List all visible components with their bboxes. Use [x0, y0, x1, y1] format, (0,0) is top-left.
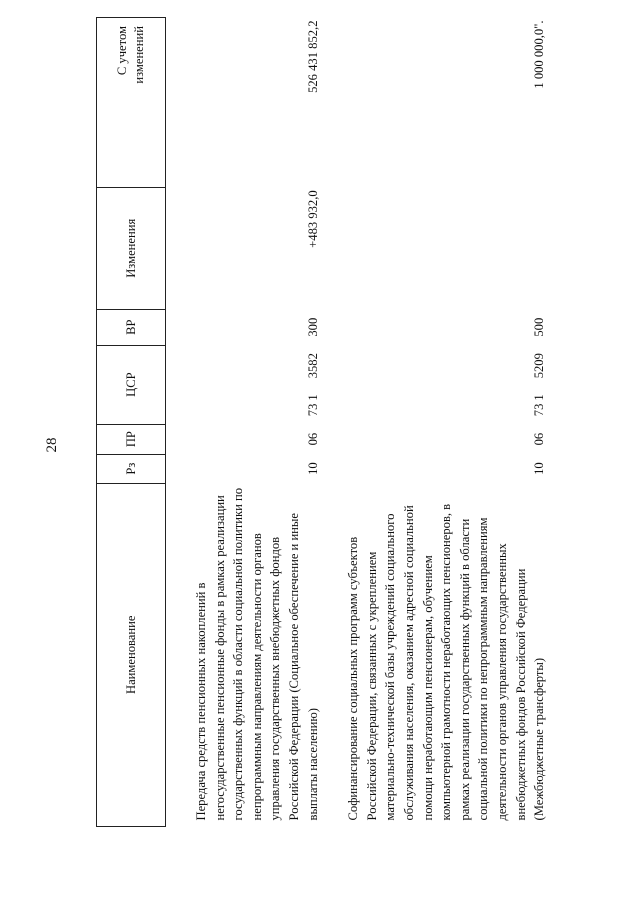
row-csr	[322, 345, 549, 424]
table-row	[166, 18, 323, 827]
header-pr: ПР	[97, 424, 166, 454]
row-csr-part-c: 3582	[305, 353, 320, 379]
header-vr: ВР	[97, 309, 166, 345]
row-total: 1 000 000,0".	[532, 20, 547, 89]
row-change: +483 932,0	[305, 190, 320, 248]
budget-table	[96, 17, 549, 827]
row-csr-part-a: 73	[532, 403, 547, 417]
row-name: Софинансирование социальных программ субъектов Российской Федерации, связанных с укреплением материально-технической базы учреждений социального обслуживания населения, оказанием адресной социальной помощи неработающим пенсионерам, обучением компьютерной грамотности неработающих пенсионеров, в рамках реализации государственных функций в области социальной политики по непрограммным направлениям деятельности органов управления государственных внебюджетных фондов Российской Федерации (Межбюджетные трансферты)	[346, 503, 547, 821]
row-csr-part-c: 5209	[532, 353, 547, 379]
row-rz: 10	[532, 462, 547, 475]
row-vr: 300	[305, 317, 320, 337]
header-rz: Рз	[97, 454, 166, 483]
header-row	[97, 18, 166, 827]
header-total	[97, 18, 166, 188]
row-name-cell	[166, 483, 323, 826]
header-total-line2: изменений	[132, 26, 146, 84]
header-change: Изменения	[97, 187, 166, 309]
table-header	[97, 18, 166, 827]
header-csr: ЦСР	[97, 345, 166, 424]
row-vr: 500	[532, 317, 547, 337]
page-number: 28	[44, 437, 60, 453]
row-csr-part-a: 73	[305, 403, 320, 417]
table-body	[166, 18, 549, 827]
row-csr-part-b: 1	[305, 394, 320, 401]
table-row	[322, 18, 549, 827]
row-total: 526 431 852,2	[305, 20, 320, 93]
row-name: Передача средств пенсионных накоплений в негосударственные пенсионные фонды в рамках реализации государственных функций в области социальной политики по непрограммным направлениям деятельности органов управления государственных внебюджетных фондов Российской Федерации (Социальное обеспечение и иные выплаты населению)	[194, 487, 320, 821]
row-pr: 06	[532, 432, 547, 446]
row-csr-part-b: 1	[532, 394, 547, 401]
row-change	[322, 187, 549, 309]
header-total-line1: С учетом	[115, 26, 129, 76]
row-rz: 10	[305, 462, 320, 475]
row-csr	[166, 345, 323, 424]
row-pr: 06	[305, 432, 320, 446]
row-name-cell	[322, 483, 549, 826]
header-name: Наименование	[97, 483, 166, 826]
